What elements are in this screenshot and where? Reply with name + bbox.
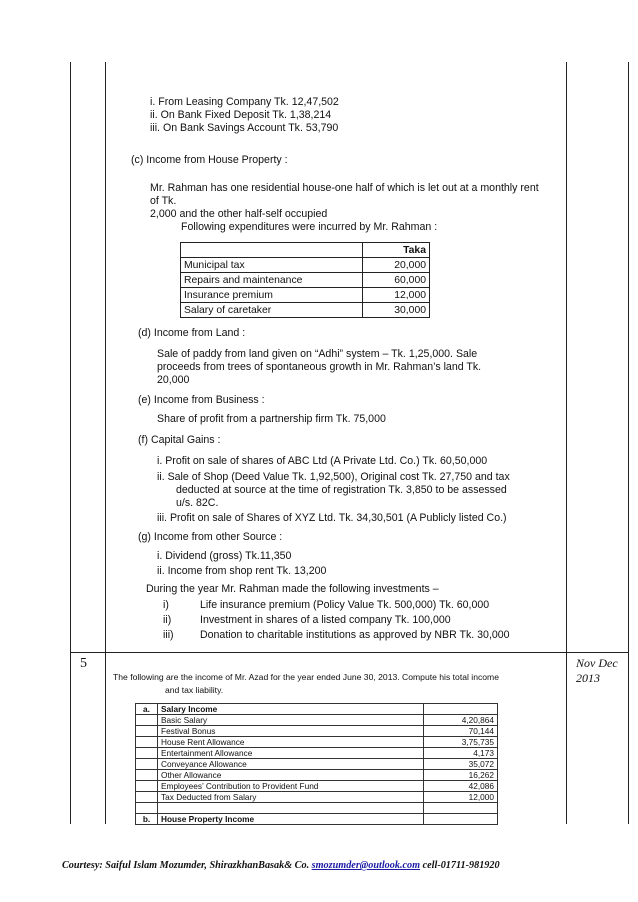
salary-item-amount: 3,75,735 [424, 737, 498, 748]
capital-gains-item-ii-cont: deducted at source at the time of registration Tk. 3,850 to be assessed [176, 484, 507, 496]
session-line1: Nov Dec [576, 656, 618, 670]
investment-num: ii) [163, 614, 172, 626]
other-source-heading: (g) Income from other Source : [138, 531, 283, 543]
house-property-line1: Mr. Rahman has one residential house-one half of which is let out at a monthly rent [150, 182, 539, 194]
table-border-left [70, 62, 71, 824]
table-border-col1 [105, 62, 106, 824]
salary-item-amount: 4,20,864 [424, 715, 498, 726]
footer-credit [62, 860, 500, 871]
land-line1: Sale of paddy from land given on “Adhi” system – Tk. 1,25,000. Sale [157, 348, 478, 360]
leasing-item-i: i. From Leasing Company Tk. 12,47,502 [150, 96, 339, 108]
business-line1: Share of profit from a partnership firm Tk. 75,000 [157, 413, 386, 425]
table-row [136, 715, 498, 726]
row-divider [70, 652, 629, 653]
investments-intro: During the year Mr. Rahman made the following investments – [146, 583, 439, 595]
salary-item-amount: 12,000 [424, 792, 498, 803]
q5-intro-line2: and tax liability. [165, 685, 224, 695]
expense-label: Repairs and maintenance [181, 273, 363, 288]
table-row [136, 781, 498, 792]
land-line3: 20,000 [157, 374, 190, 386]
capital-gains-item-ii-cont2: u/s. 82C. [176, 497, 219, 509]
investment-num: i) [163, 599, 169, 611]
salary-item-label: Conveyance Allowance [158, 759, 424, 770]
table-row [136, 803, 498, 814]
salary-item-amount: 4,173 [424, 748, 498, 759]
salary-item-label: Festival Bonus [158, 726, 424, 737]
capital-gains-item-iii: iii. Profit on sale of Shares of XYZ Ltd. Tk. 34,30,501 (A Publicly listed Co.) [157, 512, 507, 524]
session-line2: 2013 [576, 671, 600, 685]
table-row [136, 726, 498, 737]
salary-item-label: Basic Salary [158, 715, 424, 726]
section-label: a. [136, 704, 158, 715]
salary-item-amount: 42,086 [424, 781, 498, 792]
capital-gains-item-i: i. Profit on sale of shares of ABC Ltd (A Private Ltd. Co.) Tk. 60,50,000 [157, 455, 488, 467]
expense-label: Salary of caretaker [181, 303, 363, 318]
section-label: b. [136, 814, 158, 825]
capital-gains-heading: (f) Capital Gains : [138, 434, 221, 446]
house-property-line4: Following expenditures were incurred by Mr. Rahman : [181, 221, 438, 233]
salary-item-amount: 16,262 [424, 770, 498, 781]
business-heading: (e) Income from Business : [138, 394, 265, 406]
expense-amount: 60,000 [363, 273, 430, 288]
investment-text: Investment in shares of a listed company Tk. 100,000 [200, 614, 451, 626]
footer-prefix: Courtesy: Saiful Islam Mozumder, ShirazkhanBasak& Co. [62, 860, 312, 871]
table-row [181, 273, 430, 288]
table-row [181, 258, 430, 273]
leasing-item-ii: ii. On Bank Fixed Deposit Tk. 1,38,214 [150, 109, 332, 121]
table-row [136, 748, 498, 759]
table-row [136, 704, 498, 715]
table-row [136, 759, 498, 770]
other-source-item-i: i. Dividend (gross) Tk.11,350 [157, 550, 292, 562]
table-row [181, 303, 430, 318]
table-row [181, 243, 430, 258]
footer-email-link[interactable]: smozumder@outlook.com [311, 860, 421, 871]
table-border-right [628, 62, 629, 824]
expense-label: Insurance premium [181, 288, 363, 303]
salary-item-amount: 70,144 [424, 726, 498, 737]
house-property-line3: 2,000 and the other half-self occupied [150, 208, 328, 220]
other-source-item-ii: ii. Income from shop rent Tk. 13,200 [157, 565, 327, 577]
investment-text: Donation to charitable institutions as approved by NBR Tk. 30,000 [200, 629, 510, 641]
salary-item-amount: 35,072 [424, 759, 498, 770]
expense-amount: 30,000 [363, 303, 430, 318]
salary-item-label: House Rent Allowance [158, 737, 424, 748]
table-border-col2 [566, 62, 567, 824]
expense-amount: 12,000 [363, 288, 430, 303]
table-row [136, 770, 498, 781]
leasing-item-iii: iii. On Bank Savings Account Tk. 53,790 [150, 122, 339, 134]
salary-item-label: Employees’ Contribution to Provident Fund [158, 781, 424, 792]
house-property-line2: of Tk. [150, 195, 177, 207]
taka-header: Taka [363, 243, 430, 258]
salary-item-label: Tax Deducted from Salary [158, 792, 424, 803]
land-heading: (d) Income from Land : [138, 327, 246, 339]
expense-amount: 20,000 [363, 258, 430, 273]
salary-item-label: Entertainment Allowance [158, 748, 424, 759]
investment-num: iii) [163, 629, 174, 641]
investment-text: Life insurance premium (Policy Value Tk. 500,000) Tk. 60,000 [200, 599, 490, 611]
table-row [136, 814, 498, 825]
expenditure-table [180, 242, 430, 318]
table-row [181, 288, 430, 303]
question-number: 5 [80, 656, 87, 671]
house-property-heading: (c) Income from House Property : [131, 154, 288, 166]
table-row [136, 737, 498, 748]
house-property-income-heading: House Property Income [158, 814, 424, 825]
salary-income-heading: Salary Income [158, 704, 424, 715]
q5-intro-line1: The following are the income of Mr. Azad for the year ended June 30, 2013. Compute his total income [113, 672, 499, 682]
salary-income-table [135, 703, 498, 825]
expense-label: Municipal tax [181, 258, 363, 273]
salary-item-label: Other Allowance [158, 770, 424, 781]
capital-gains-item-ii: ii. Sale of Shop (Deed Value Tk. 1,92,500), Original cost Tk. 27,750 and tax [157, 471, 510, 483]
table-row [136, 792, 498, 803]
footer-suffix: cell-01711-981920 [420, 860, 500, 871]
land-line2: proceeds from trees of spontaneous growth in Mr. Rahman’s land Tk. [157, 361, 482, 373]
